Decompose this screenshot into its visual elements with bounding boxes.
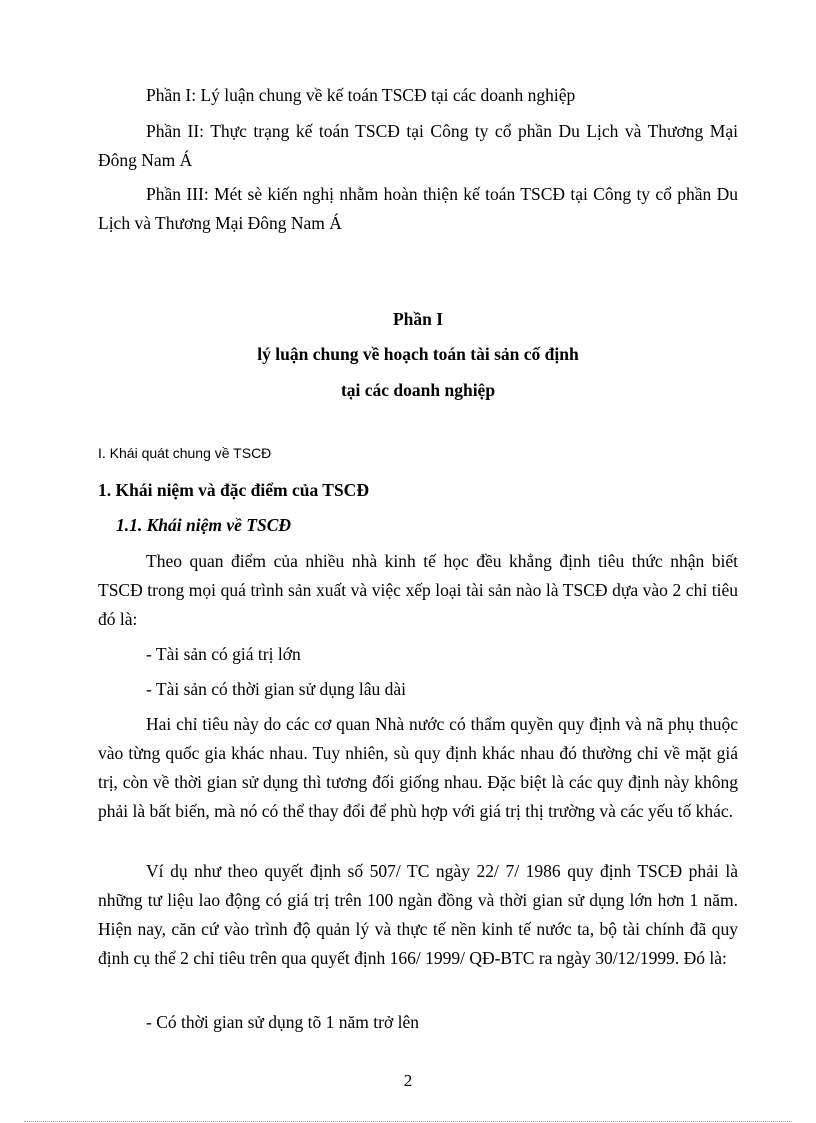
toc-part-3: Phần III: Mét sè kiến nghị nhằm hoàn thiện kế toán TSCĐ tại Công ty cổ phần Du Lịch và Thương Mại Đông Nam Á <box>98 184 738 233</box>
section-heading: I. Khái quát chung về TSCĐ <box>98 445 272 461</box>
heading-1: 1. Khái niệm và đặc điểm của TSCĐ <box>98 480 369 500</box>
paragraph-2: Hai chỉ tiêu này do các cơ quan Nhà nước có thẩm quyền quy định và nã phụ thuộc vào từng quốc gia khác nhau. Tuy nhiên, sù quy định khác nhau đó thường chỉ về mặt giá trị, còn về thời gian sử dụng thì tương đối giống nhau. Đặc biệt là các quy định này không phải là bất biến, mà nó có thể thay đổi để phù hợp với giá trị thị trường và các yếu tố khác. <box>98 714 738 821</box>
paragraph-3: Ví dụ như theo quyết định số 507/ TC ngày 22/ 7/ 1986 quy định TSCĐ phải là những tư liệu lao động có giá trị trên 100 ngàn đồng và thời gian sử dụng lớn hơn 1 năm. Hiện nay, căn cứ vào trình độ quản lý và thực tế nền kinh tế nước ta, bộ tài chính đã quy định cụ thể 2 chỉ tiêu trên qua quyết định 166/ 1999/ QĐ-BTC ra ngày 30/12/1999. Đó là: <box>98 861 738 968</box>
paragraph-1: Theo quan điểm của nhiều nhà kinh tế học đều khẳng định tiêu thức nhận biết TSCĐ trong mọi quá trình sản xuất và việc xếp loại tài sản nào là TSCĐ dựa vào 2 chỉ tiêu đó là: <box>98 551 738 629</box>
part-subtitle-line-1: lý luận chung về hoạch toán tài sản cố định <box>257 344 579 364</box>
list-item-3: - Có thời gian sử dụng tõ 1 năm trở lên <box>146 1012 419 1032</box>
list-item-1: - Tài sản có giá trị lớn <box>146 644 301 664</box>
toc-part-2: Phần II: Thực trạng kế toán TSCĐ tại Công ty cổ phần Du Lịch và Thương Mại Đông Nam Á <box>98 121 738 170</box>
heading-1-1: 1.1. Khái niệm về TSCĐ <box>116 515 292 535</box>
toc-part-1: Phần I: Lý luận chung về kế toán TSCĐ tại các doanh nghiệp <box>146 85 576 105</box>
list-item-2: - Tài sản có thời gian sử dụng lâu dài <box>146 679 406 699</box>
page-number: 2 <box>403 1071 413 1090</box>
part-title: Phần I <box>392 309 444 329</box>
page-divider <box>24 1121 792 1122</box>
part-subtitle-line-2: tại các doanh nghiệp <box>340 380 496 400</box>
